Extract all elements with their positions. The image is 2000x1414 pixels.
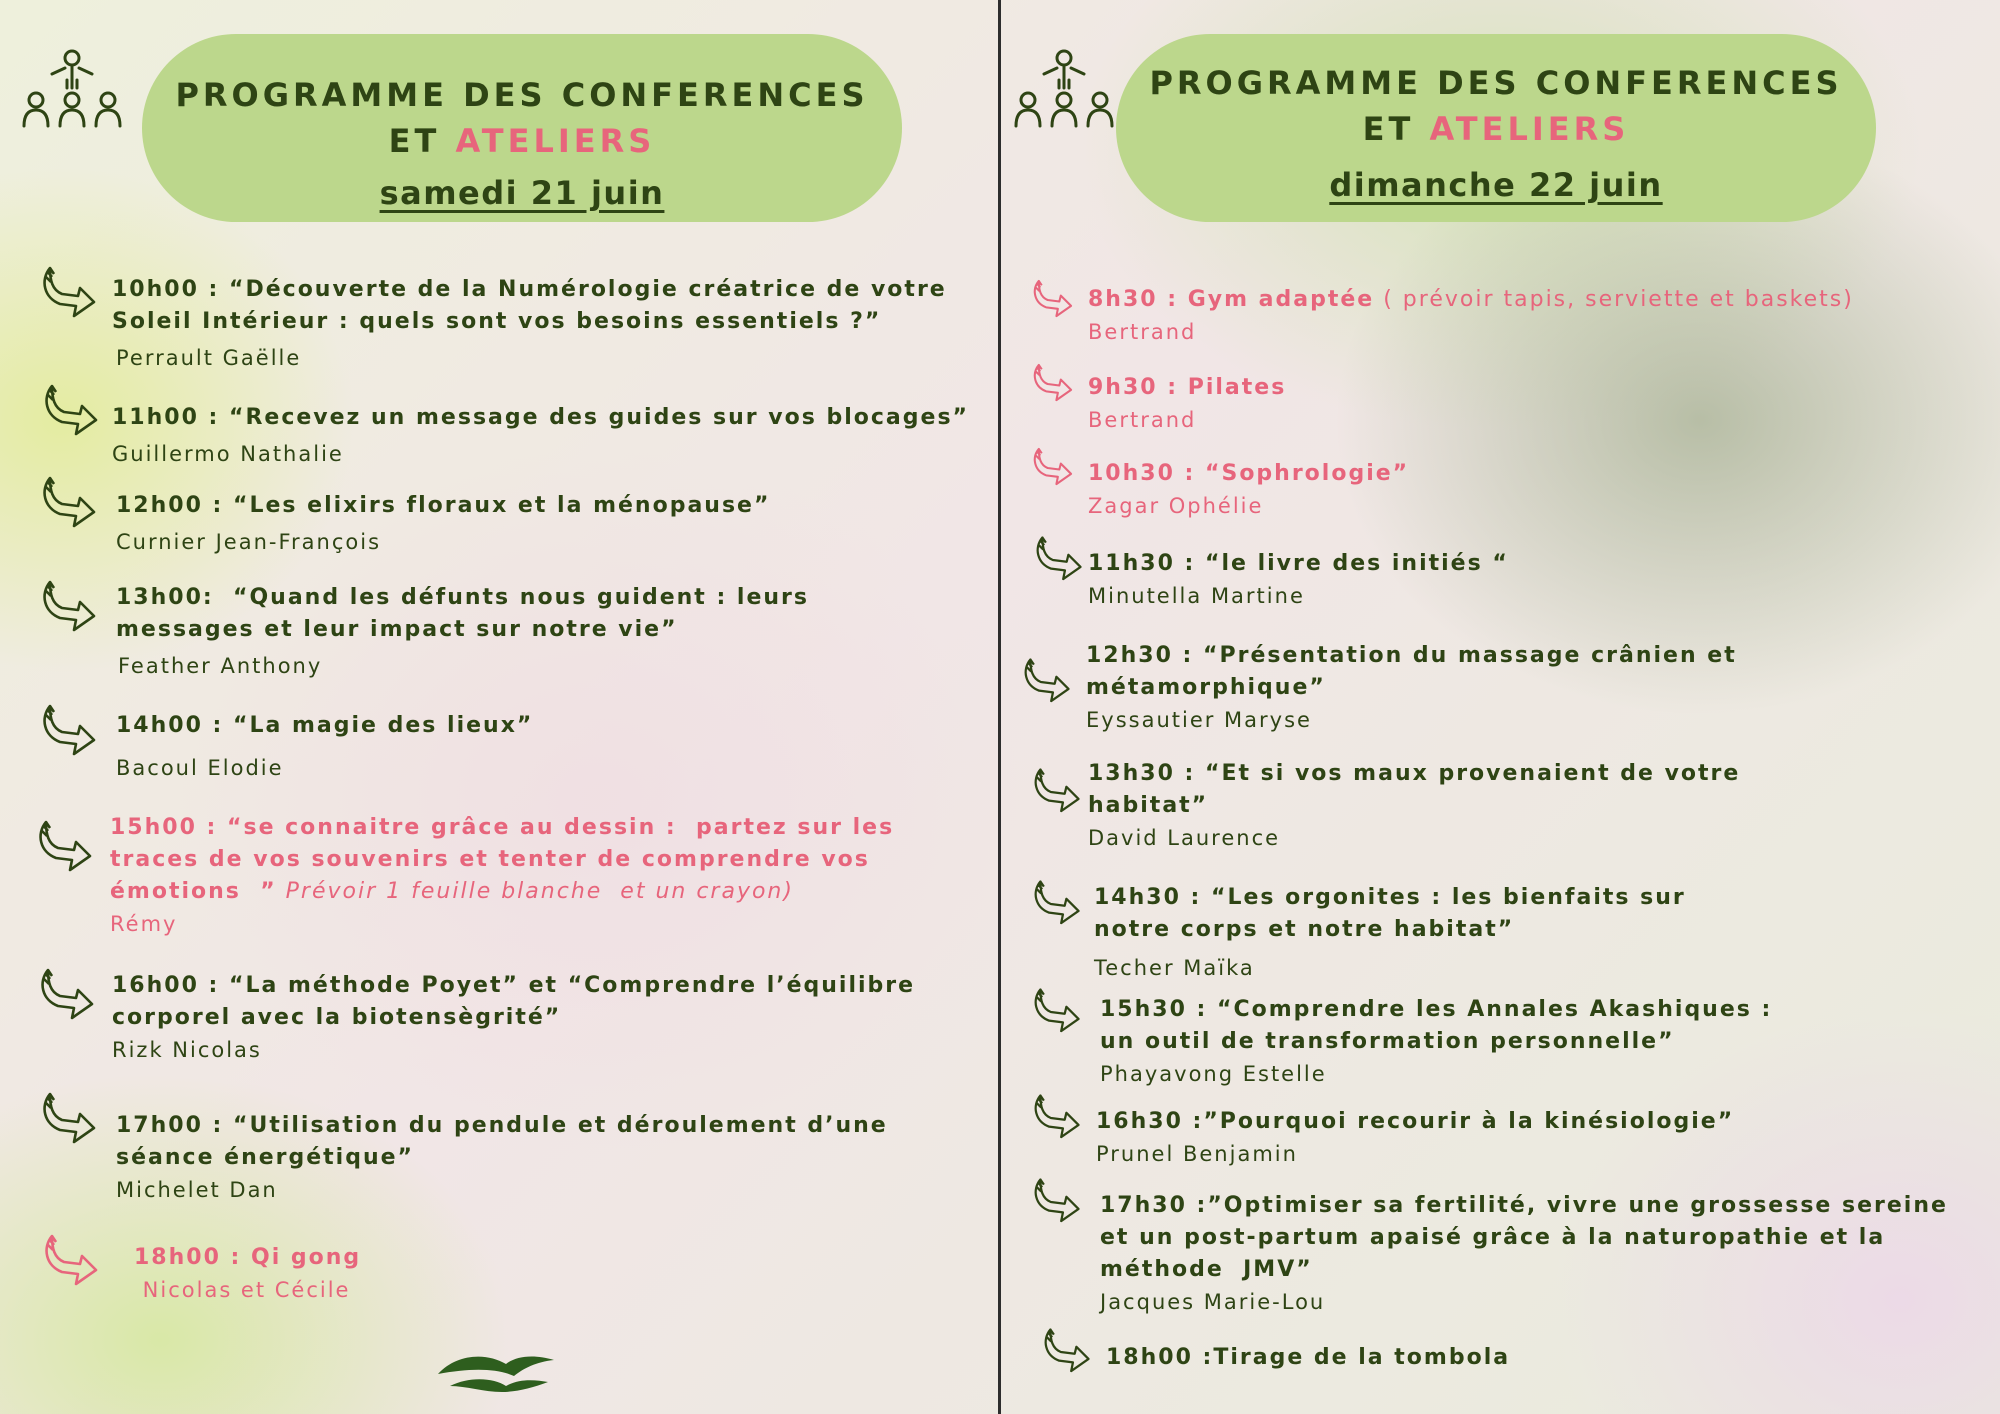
- entry-title: 17h30 :”Optimiser sa fertilité, vivre une grossesse sereine: [1100, 1193, 1948, 1218]
- title-line1: PROGRAMME DES CONFERENCES: [1149, 64, 1843, 102]
- entry-sun-1630: [1096, 1106, 1734, 1170]
- entry-speaker: Minutella Martine: [1088, 584, 1305, 608]
- entry-title: 11h00 : “Recevez un message des guides sur vos blocages”: [112, 405, 969, 430]
- curved-arrow-icon: [36, 966, 96, 1026]
- title-line1: PROGRAMME DES CONFERENCES: [175, 76, 869, 114]
- entry-title: 8h30 : Gym adaptée: [1088, 287, 1375, 312]
- title-ateliers: ATELIERS: [1429, 110, 1630, 148]
- people-group-icon: [20, 48, 124, 138]
- entry-title-line: [1088, 284, 1854, 316]
- curved-arrow-icon: [1030, 1092, 1082, 1144]
- page-divider: [998, 0, 1001, 1414]
- entry-title: 15h30 : “Comprendre les Annales Akashiques :: [1100, 997, 1773, 1022]
- curved-arrow-icon: [1020, 656, 1072, 708]
- entry-title: séance énergétique”: [116, 1145, 415, 1170]
- entry-sat-1600: [112, 970, 915, 1066]
- people-group-icon: [1012, 48, 1116, 138]
- entry-title: 13h00: “Quand les défunts nous guident : leurs: [116, 585, 809, 610]
- curved-arrow-icon: [1032, 534, 1084, 586]
- entry-title: messages et leur impact sur notre vie”: [116, 617, 678, 642]
- title-et: ET: [388, 122, 441, 160]
- curved-arrow-icon: [1030, 362, 1074, 406]
- entry-sun-1430: [1094, 882, 1686, 984]
- entry-title: 16h30 :”Pourquoi recourir à la kinésiologie”: [1096, 1109, 1735, 1134]
- curved-arrow-icon: [38, 1090, 98, 1150]
- curved-arrow-icon: [38, 578, 98, 638]
- curved-arrow-icon: [1030, 986, 1082, 1038]
- entry-speaker: Bertrand: [1088, 320, 1197, 344]
- entry-sun-1230: [1086, 640, 1737, 736]
- entry-title: un outil de transformation personnelle”: [1100, 1029, 1675, 1054]
- entry-sat-1300: [116, 582, 809, 682]
- entry-sat-1800: [134, 1242, 361, 1306]
- entry-sun-1530: [1100, 994, 1772, 1090]
- entry-speaker: Rizk Nicolas: [112, 1038, 262, 1062]
- entry-title: Soleil Intérieur : quels sont vos besoins essentiels ?”: [112, 309, 882, 334]
- curved-arrow-icon: [38, 474, 98, 534]
- entry-note: ( prévoir tapis, serviette et baskets): [1374, 287, 1854, 312]
- entry-sun-0830: [1088, 284, 1854, 348]
- entry-title: notre corps et notre habitat”: [1094, 917, 1515, 942]
- curved-arrow-icon: [38, 702, 98, 762]
- curved-arrow-icon: [38, 264, 98, 324]
- entry-title: 14h00 : “La magie des lieux”: [116, 713, 534, 738]
- entry-title: 10h00 : “Découverte de la Numérologie créatrice de votre: [112, 277, 947, 302]
- entry-speaker: David Laurence: [1088, 826, 1281, 850]
- entry-title: 12h30 : “Présentation du massage crânien et: [1086, 643, 1737, 668]
- entry-title-line3: [110, 876, 894, 908]
- entry-speaker: Bertrand: [1088, 408, 1197, 432]
- date-saturday: samedi 21 juin: [379, 174, 665, 212]
- entry-speaker: Zagar Ophélie: [1088, 494, 1264, 518]
- entry-speaker: Bacoul Elodie: [116, 756, 284, 780]
- entry-sun-1800: [1106, 1342, 1510, 1374]
- entry-sun-0930: [1088, 372, 1286, 436]
- entry-title: 16h00 : “La méthode Poyet” et “Comprendre l’équilibre: [112, 973, 916, 998]
- entry-speaker: Jacques Marie-Lou: [1100, 1290, 1326, 1314]
- entry-sun-1330: [1088, 758, 1740, 854]
- entry-title: 9h30 : Pilates: [1088, 375, 1287, 400]
- curved-arrow-icon: [1030, 278, 1074, 322]
- entry-sat-1100: [112, 402, 969, 470]
- entry-speaker: Guillermo Nathalie: [112, 442, 344, 466]
- title-ateliers: ATELIERS: [455, 122, 656, 160]
- curved-arrow-icon: [34, 818, 94, 878]
- entry-speaker: Curnier Jean-François: [116, 530, 382, 554]
- title-et: ET: [1362, 110, 1415, 148]
- title-saturday: [142, 34, 902, 222]
- entry-speaker: Prunel Benjamin: [1096, 1142, 1298, 1166]
- entry-speaker: Perrault Gaëlle: [116, 346, 302, 370]
- entry-title: 12h00 : “Les elixirs floraux et la ménopause”: [116, 493, 771, 518]
- entry-speaker: Techer Maïka: [1094, 956, 1255, 980]
- entry-title: corporel avec la biotensègrité”: [112, 1005, 562, 1030]
- entry-title: habitat”: [1088, 793, 1209, 818]
- entry-title: 14h30 : “Les orgonites : les bienfaits sur: [1094, 885, 1686, 910]
- curved-arrow-icon: [40, 1232, 100, 1292]
- date-sunday: dimanche 22 juin: [1329, 166, 1663, 204]
- entry-title: émotions ”: [110, 879, 277, 904]
- entry-title: 18h00 :Tirage de la tombola: [1106, 1345, 1511, 1370]
- entry-note: Prévoir 1 feuille blanche et un crayon): [276, 879, 794, 904]
- entry-sun-1130: [1088, 548, 1509, 612]
- entry-sat-1000: [112, 274, 947, 374]
- entry-title: méthode JMV”: [1100, 1257, 1313, 1282]
- entry-title: 13h30 : “Et si vos maux provenaient de votre: [1088, 761, 1741, 786]
- entry-speaker: Michelet Dan: [116, 1178, 278, 1202]
- entry-title: 18h00 : Qi gong: [134, 1245, 362, 1270]
- entry-title: 10h30 : “Sophrologie”: [1088, 461, 1410, 486]
- entry-speaker: Eyssautier Maryse: [1086, 708, 1312, 732]
- curved-arrow-icon: [1030, 766, 1082, 818]
- title-sunday: [1116, 34, 1876, 222]
- entry-sat-1400: [116, 710, 533, 784]
- entry-speaker: Feather Anthony: [118, 654, 323, 678]
- entry-sat-1500: [110, 812, 894, 940]
- entry-speaker: Phayavong Estelle: [1100, 1062, 1327, 1086]
- entry-speaker: Rémy: [110, 912, 178, 936]
- entry-title: traces de vos souvenirs et tenter de comprendre vos: [110, 847, 870, 872]
- entry-sun-1730: [1100, 1190, 1948, 1318]
- entry-title: et un post-partum apaisé grâce à la naturopathie et la: [1100, 1225, 1886, 1250]
- entry-speaker: Nicolas et Cécile: [134, 1278, 351, 1302]
- curved-arrow-icon: [40, 382, 100, 442]
- entry-title: 11h30 : “le livre des initiés “: [1088, 551, 1509, 576]
- leaf-hands-logo-icon: [436, 1346, 556, 1394]
- title-line2: [1116, 106, 1876, 152]
- entry-sat-1700: [116, 1110, 888, 1206]
- curved-arrow-icon: [1030, 878, 1082, 930]
- curved-arrow-icon: [1030, 1176, 1082, 1228]
- entry-title: 15h00 : “se connaitre grâce au dessin : partez sur les: [110, 815, 895, 840]
- title-line2: [142, 118, 902, 164]
- entry-title: 17h00 : “Utilisation du pendule et déroulement d’une: [116, 1113, 888, 1138]
- curved-arrow-icon: [1040, 1326, 1092, 1378]
- entry-title: métamorphique”: [1086, 675, 1326, 700]
- entry-sat-1200: [116, 490, 770, 558]
- curved-arrow-icon: [1030, 446, 1074, 490]
- entry-sun-1030: [1088, 458, 1409, 522]
